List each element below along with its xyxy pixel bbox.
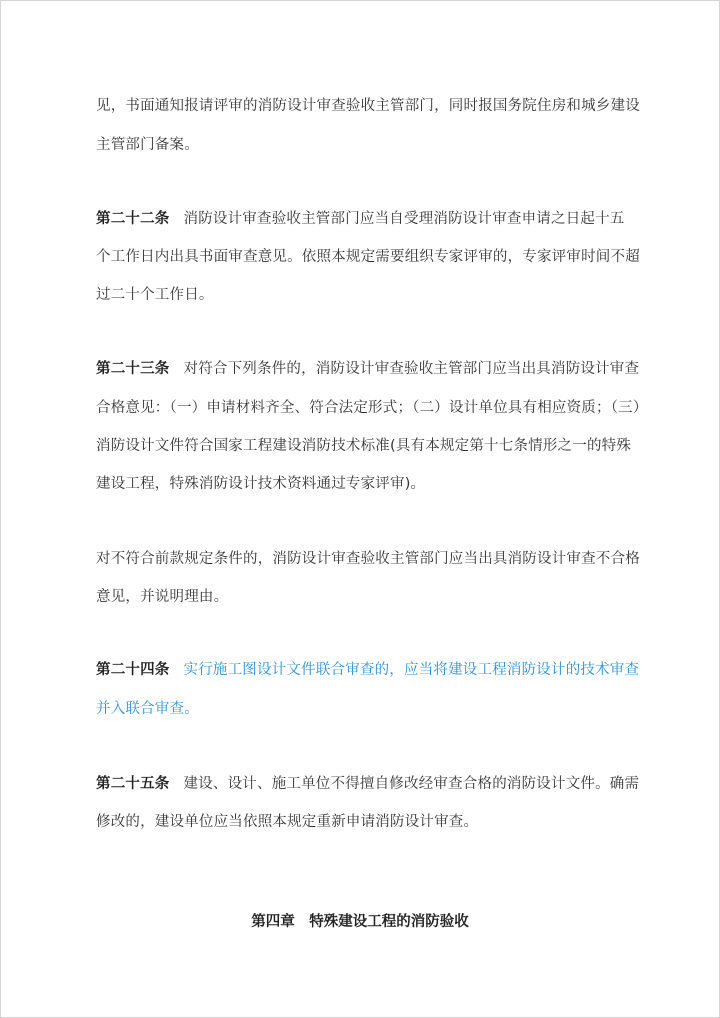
article-25-line: 修改的，建设单位应当依照本规定重新申请消防设计审查。 — [96, 814, 479, 830]
paragraph-line: 见，书面通知报请评审的消防设计审查验收主管部门，同时报国务院住房和城乡建设 — [96, 98, 640, 114]
chapter-heading: 第四章 特殊建设工程的消防验收 — [251, 914, 469, 930]
article-24-line — [96, 660, 639, 680]
article-22-line: 个工作日内出具书面审查意见。依照本规定需要组织专家评审的，专家评审时间不超 — [96, 249, 640, 265]
article-23-label: 第二十三条 — [96, 361, 170, 377]
article-23-para2-line: 对不符合前款规定条件的，消防设计审查验收主管部门应当出具消防设计审查不合格 — [96, 551, 640, 567]
article-25-text: 建设、设计、施工单位不得擅自修改经审查合格的消防设计文件。确需 — [183, 776, 640, 792]
article-24-line: 并入联合审查。 — [96, 701, 199, 717]
article-25-label: 第二十五条 — [96, 776, 170, 792]
article-23-line: 消防设计文件符合国家工程建设消防技术标准(具有本规定第十七条情形之一的特殊 — [96, 438, 632, 454]
article-24-label: 第二十四条 — [96, 662, 170, 678]
article-22-line — [96, 209, 625, 229]
article-23-line: 建设工程，特殊消防设计技术资料通过专家评审)。 — [96, 476, 426, 492]
article-23-line: 合格意见：（一）申请材料齐全、符合法定形式；（二）设计单位具有相应资质；（三） — [96, 400, 648, 416]
article-23-line — [96, 359, 639, 379]
article-24-text: 实行施工图设计文件联合审查的，应当将建设工程消防设计的技术审查 — [183, 662, 640, 678]
article-22-text: 消防设计审查验收主管部门应当自受理消防设计审查申请之日起十五 — [183, 211, 625, 227]
article-22-label: 第二十二条 — [96, 211, 170, 227]
article-25-line — [96, 774, 639, 794]
article-23-text: 对符合下列条件的，消防设计审查验收主管部门应当出具消防设计审查 — [183, 361, 640, 377]
article-22-line: 过二十个工作日。 — [96, 287, 214, 303]
paragraph-line: 主管部门备案。 — [96, 137, 199, 153]
article-23-para2-line: 意见，并说明理由。 — [96, 589, 229, 605]
